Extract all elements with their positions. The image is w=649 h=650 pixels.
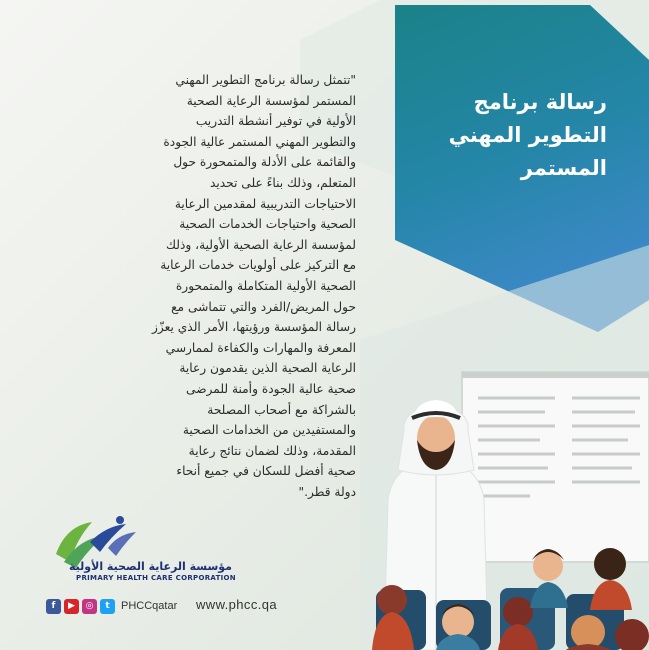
- text-line: المتعلم، وذلك بناءً على تحديد: [209, 175, 356, 190]
- social-links: [46, 598, 177, 614]
- text-line: المعرفة والمهارات والكفاءة لممارسي: [165, 340, 356, 355]
- text-line: صحية عالية الجودة وأمنة للمرضى: [186, 381, 356, 396]
- text-line: والتطوير المهني المستمر عالية الجودة: [163, 134, 356, 149]
- text-line: "تتمثل رسالة برنامج التطوير المهني: [175, 73, 356, 87]
- text-line: الصحية الأولية المتكاملة والمتمحورة: [175, 278, 356, 293]
- text-line: المقدمة، وذلك لضمان نتائج رعاية: [188, 443, 356, 458]
- title-line: رسالة برنامج: [473, 90, 607, 114]
- org-name-english: PRIMARY HEALTH CARE CORPORATION: [76, 574, 236, 582]
- text-line: الرعاية الصحية الذين يقدمون رعاية: [179, 361, 356, 376]
- text-line: والقائمة على الأدلة والمتمحورة حول: [173, 155, 356, 170]
- text-line: والمستفيدين من الخدامات الصحية: [182, 423, 356, 438]
- text-line: حول المريض/الفرد والتي تتماشى مع: [171, 299, 356, 314]
- social-handle[interactable]: PHCCqatar: [121, 600, 178, 612]
- text-line: المستمر لمؤسسة الرعاية الصحية: [186, 93, 356, 108]
- text-line: الاحتياجات التدريبية لمقدمين الرعاية: [174, 196, 356, 211]
- text-line: لمؤسسة الرعاية الصحية الأولية، وذلك: [165, 237, 356, 252]
- youtube-icon[interactable]: ▶: [64, 599, 79, 614]
- title-line: التطوير المهني: [448, 123, 607, 147]
- twitter-icon[interactable]: t: [100, 599, 115, 614]
- text-line: بالشراكة مع أصحاب المصلحة: [207, 402, 356, 417]
- website-link[interactable]: www.phcc.qa: [196, 597, 277, 612]
- title-line: المستمر: [520, 156, 607, 180]
- whiteboard: [462, 372, 649, 562]
- facebook-icon[interactable]: f: [46, 599, 61, 614]
- text-line: رسالة المؤسسة ورؤيتها، الأمر الذي يعزّز: [152, 320, 356, 335]
- text-line: الصحية واحتياجات الخدمات الصحية: [179, 217, 356, 232]
- text-line: دولة قطر.": [298, 484, 356, 499]
- instagram-icon[interactable]: ◎: [82, 599, 97, 614]
- org-name-arabic: مؤسسة الرعاية الصحية الأولية: [69, 560, 232, 573]
- text-line: صحية أفضل للسكان في جميع أنحاء: [176, 464, 356, 479]
- text-line: مع التركيز على أولويات خدمات الرعاية: [160, 258, 356, 273]
- text-line: الأولية في توفير أنشطة التدريب: [195, 114, 356, 129]
